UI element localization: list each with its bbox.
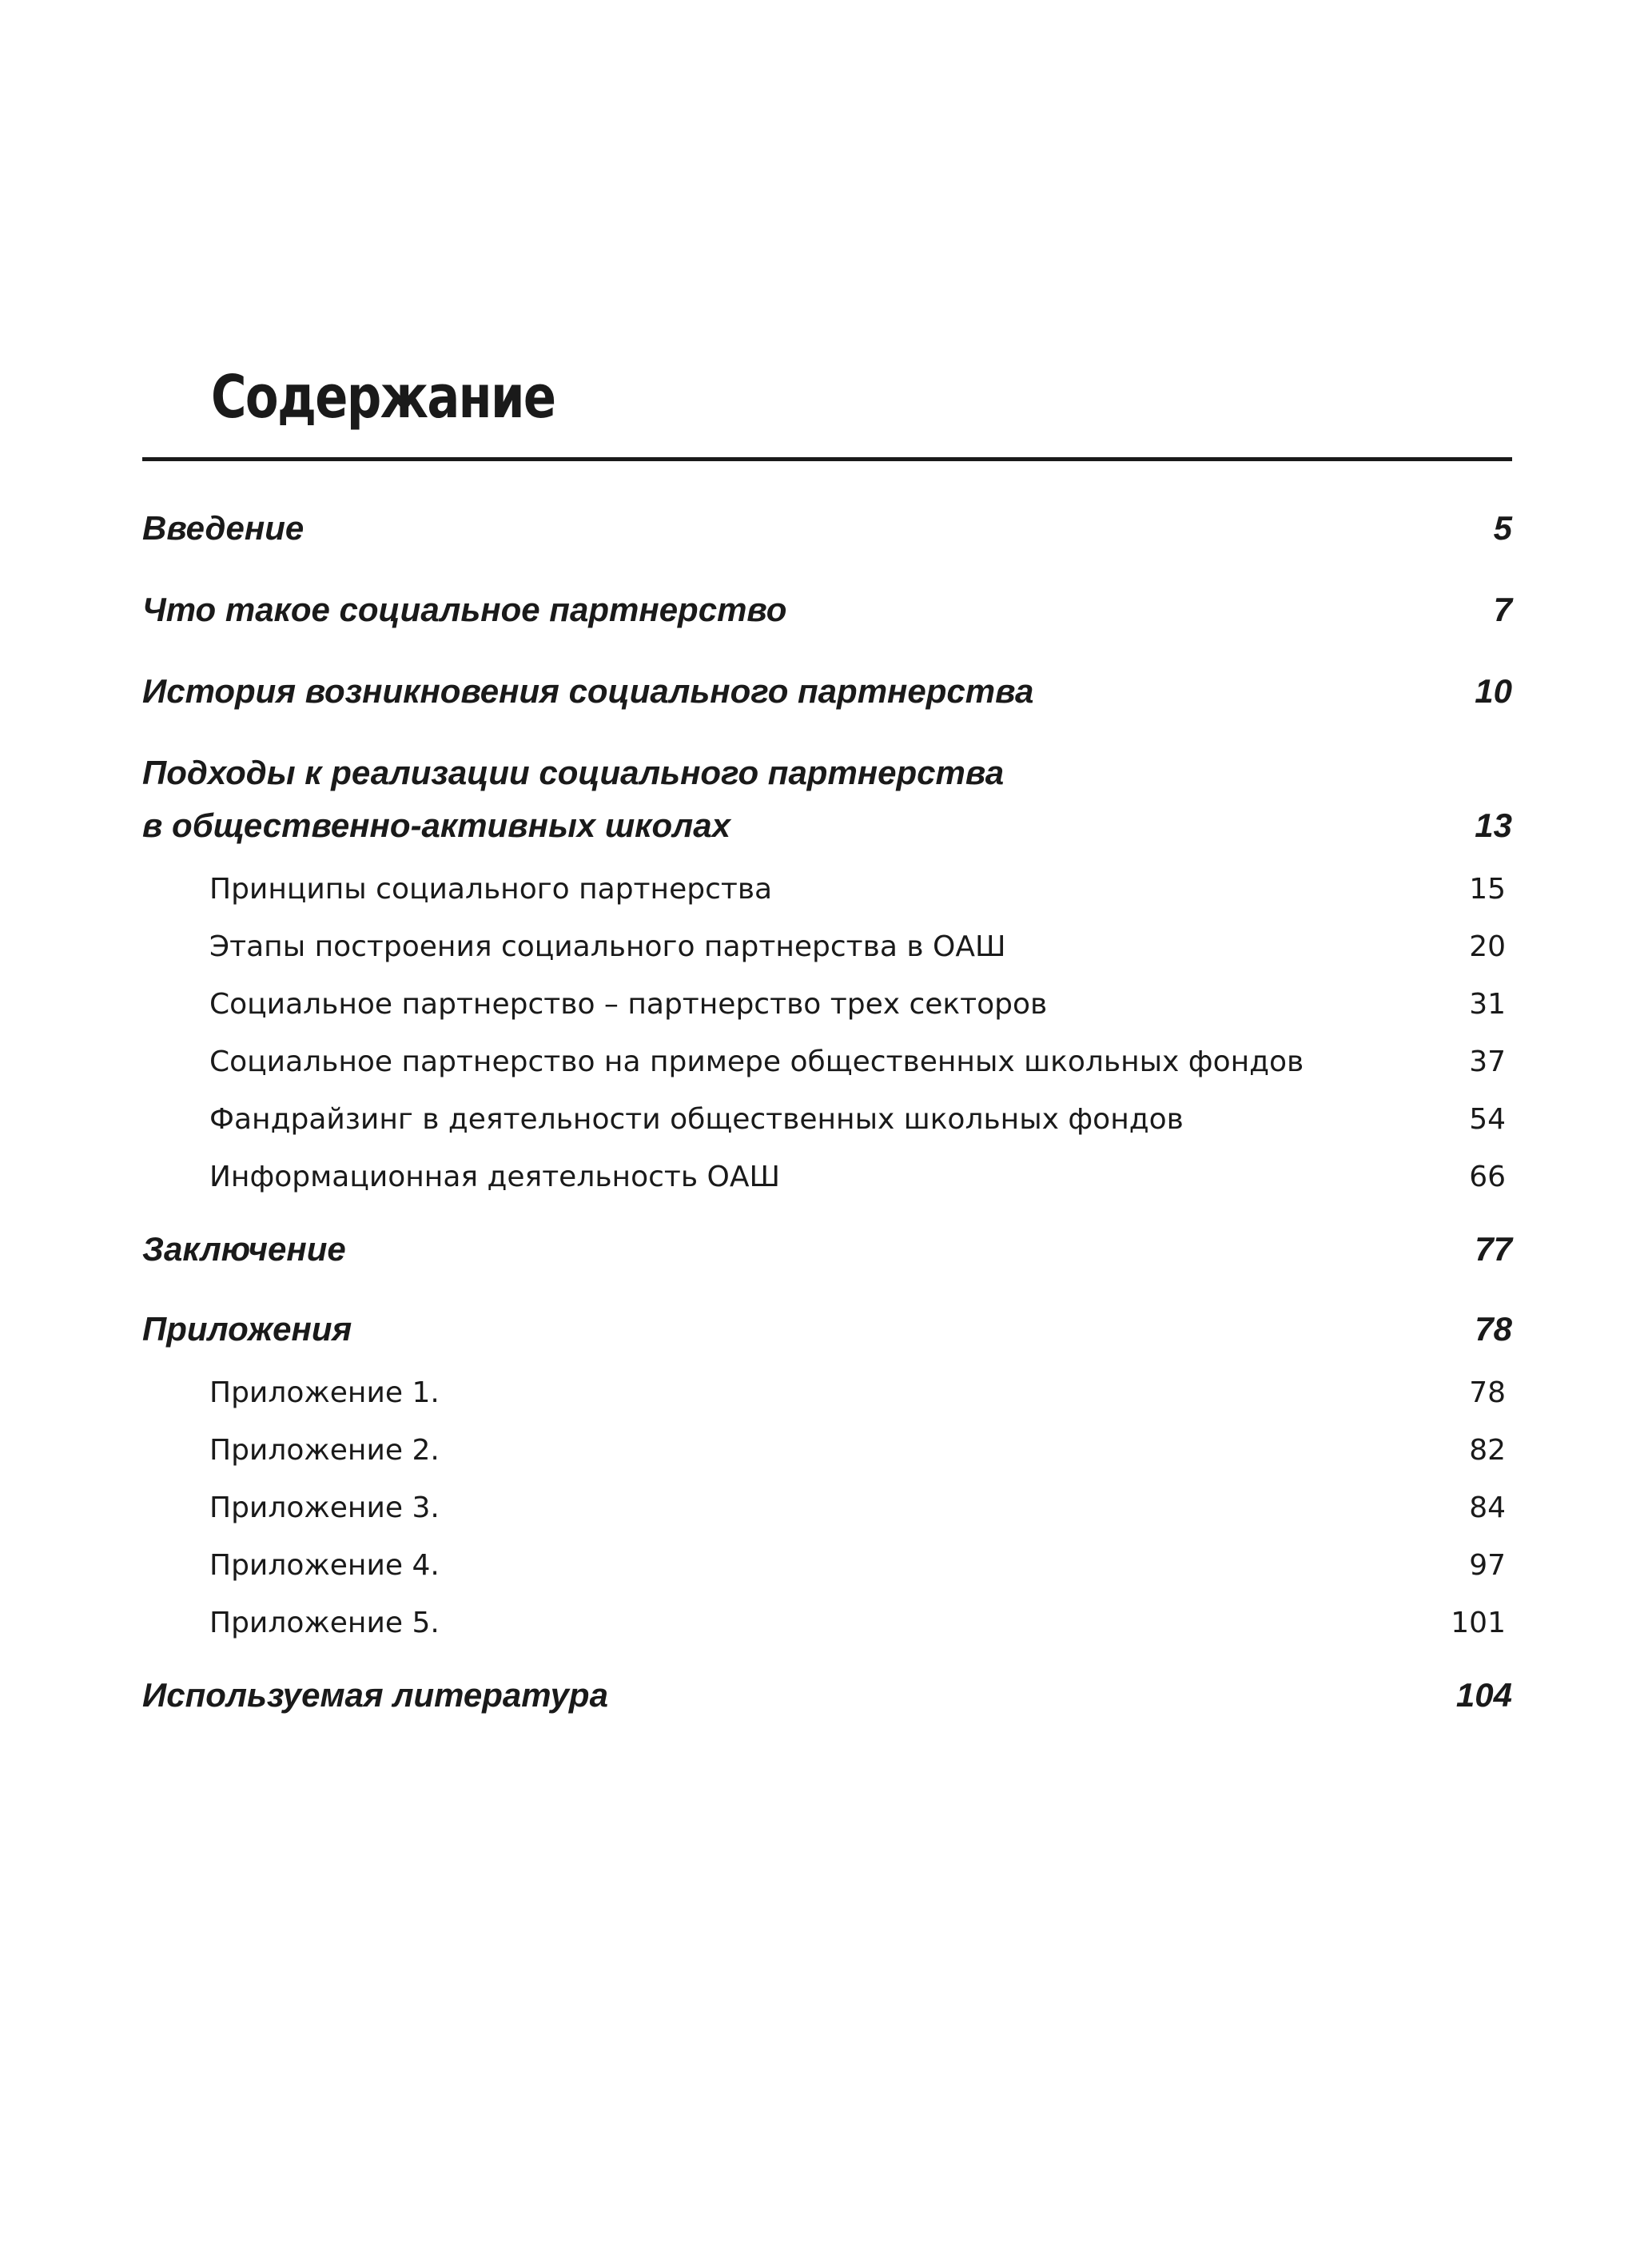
- toc-entry: [142, 1308, 1512, 1351]
- toc-subentry-page: 66: [1469, 1161, 1506, 1193]
- title-divider: [142, 457, 1512, 461]
- toc-entry-page: 5: [1493, 509, 1512, 547]
- toc-entry: [142, 507, 1512, 550]
- toc-subentry: [142, 1490, 1512, 1527]
- toc-subentry-page: 101: [1451, 1607, 1506, 1639]
- toc-entry-page: 13: [1475, 806, 1512, 844]
- toc-subentry-page: 54: [1469, 1103, 1506, 1136]
- toc-entry: [142, 1228, 1512, 1271]
- toc-subentry: [142, 1101, 1512, 1138]
- toc-entry: [142, 751, 1512, 794]
- toc-entry: [142, 588, 1512, 631]
- toc-entry-title: Подходы к реализации социального партнерства: [142, 754, 1005, 791]
- toc-subentry: [142, 986, 1512, 1023]
- toc-subentry: [142, 1375, 1512, 1412]
- toc-subentry: [142, 871, 1512, 908]
- toc-subentry-page: 20: [1469, 930, 1506, 963]
- toc-subentry-title: Приложение 1.: [209, 1376, 440, 1409]
- toc-entry: [142, 670, 1512, 713]
- toc-subentry: [142, 1044, 1512, 1081]
- toc-entry-title: Используемая литература: [142, 1676, 608, 1714]
- toc-subentry: [142, 1432, 1512, 1469]
- toc-subentry-title: Приложение 5.: [209, 1607, 440, 1639]
- toc-subentry-page: 37: [1469, 1045, 1506, 1078]
- toc-entry-page: 10: [1475, 672, 1512, 710]
- toc-subentry-title: Социальное партнерство – партнерство трех секторов: [209, 988, 1048, 1021]
- toc-subentry: [142, 1547, 1512, 1584]
- toc-subentry-title: Социальное партнерство на примере общественных школьных фондов: [209, 1045, 1304, 1078]
- toc-subentry-title: Приложение 2.: [209, 1434, 440, 1467]
- toc-subentry-title: Приложение 4.: [209, 1549, 440, 1582]
- toc-entry-title: История возникновения социального партнерства: [142, 672, 1034, 710]
- toc-subentry-title: Принципы социального партнерства: [209, 873, 773, 906]
- toc-entry-page: 77: [1475, 1230, 1512, 1268]
- toc-entry-title: Введение: [142, 509, 305, 547]
- toc-subentry-page: 31: [1469, 988, 1506, 1021]
- toc-subentry-page: 15: [1469, 873, 1506, 906]
- toc-subentry-title: Фандрайзинг в деятельности общественных школьных фондов: [209, 1103, 1184, 1136]
- toc-subentry-title: Приложение 3.: [209, 1491, 440, 1524]
- toc-entry-title: Что такое социальное партнерство: [142, 591, 787, 628]
- toc-subentry: [142, 1159, 1512, 1196]
- toc-subentry-title: Информационная деятельность ОАШ: [209, 1161, 780, 1193]
- toc-entry-page: 78: [1475, 1310, 1512, 1348]
- toc-entry-title: Заключение: [142, 1230, 346, 1268]
- toc-subentry-page: 97: [1469, 1549, 1506, 1582]
- toc-subentry: [142, 929, 1512, 966]
- toc-subentry-page: 84: [1469, 1491, 1506, 1524]
- page-title: Содержание: [211, 363, 555, 432]
- toc-entry-page: 104: [1455, 1676, 1512, 1714]
- toc-subentry: [142, 1605, 1512, 1642]
- toc-entry-page: 7: [1493, 591, 1512, 628]
- toc-entry: [142, 1674, 1512, 1717]
- toc-subentry-title: Этапы построения социального партнерства в ОАШ: [209, 930, 1006, 963]
- toc-entry-title: в общественно-активных школах: [142, 806, 730, 844]
- toc-entry: [142, 804, 1512, 847]
- toc-subentry-page: 82: [1469, 1434, 1506, 1467]
- toc-subentry-page: 78: [1469, 1376, 1506, 1409]
- toc-entry-title: Приложения: [142, 1310, 352, 1348]
